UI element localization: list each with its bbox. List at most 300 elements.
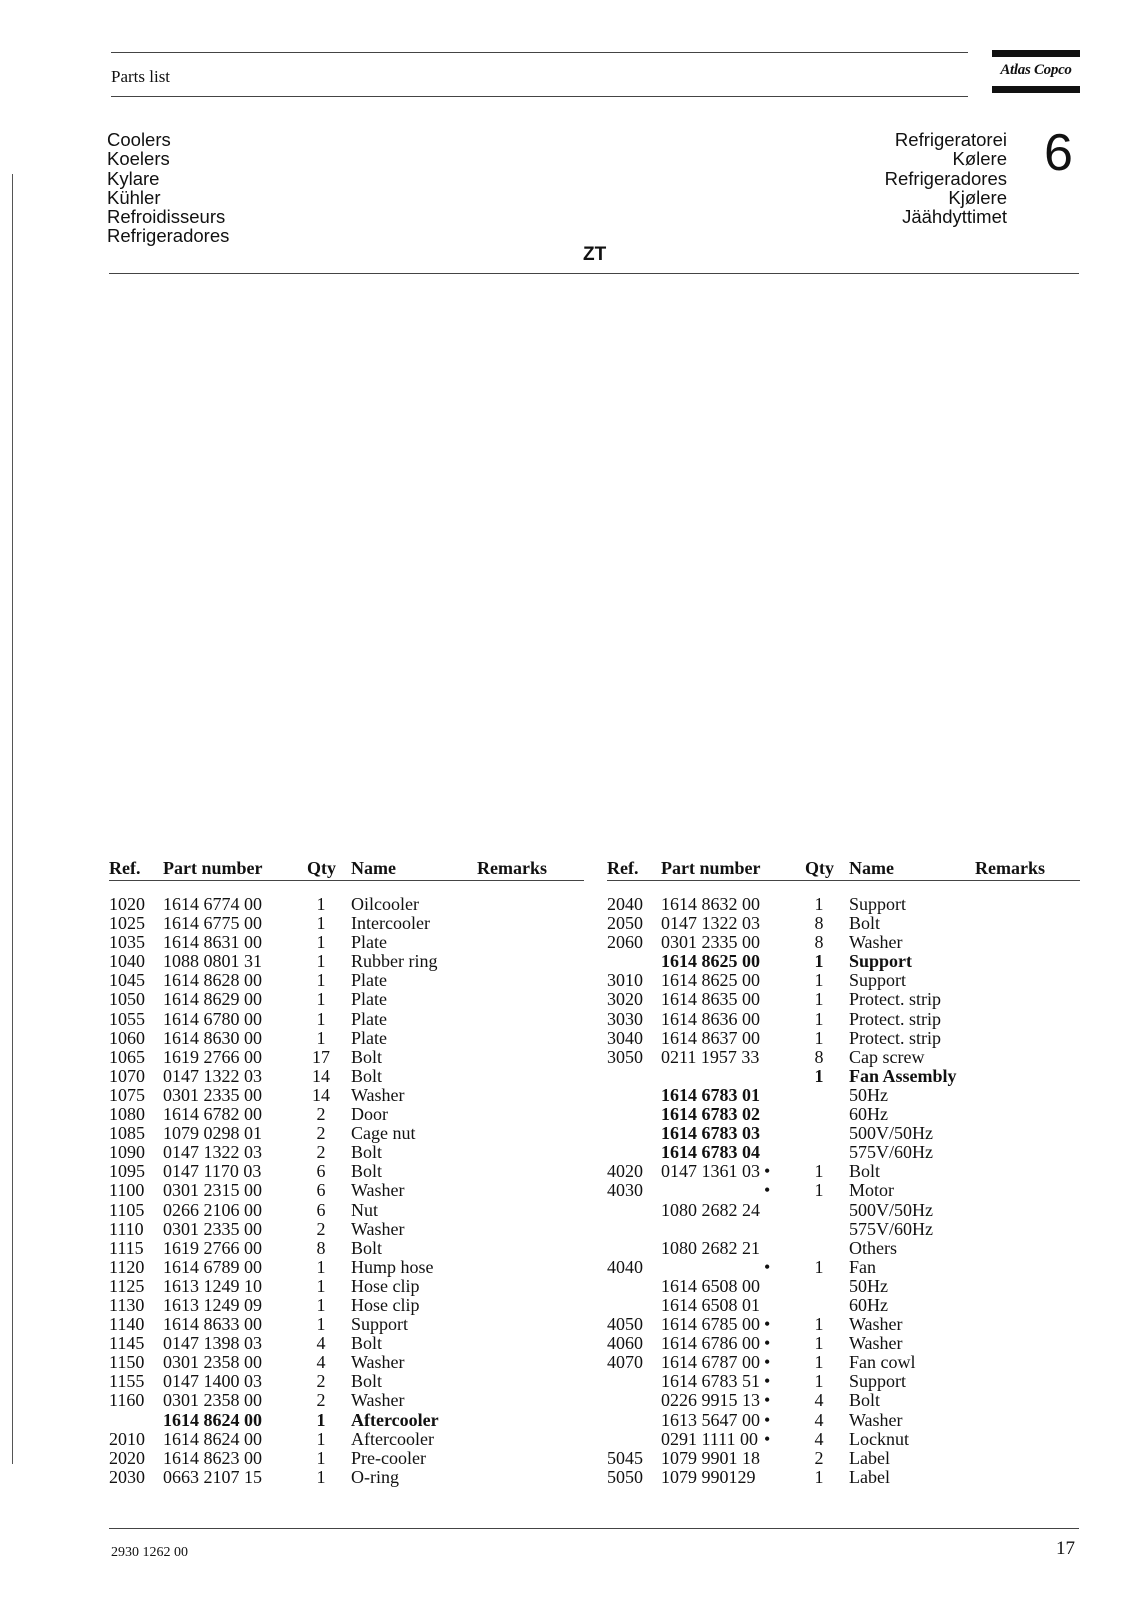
cell-ref: 1090 <box>109 1142 145 1163</box>
cell-ref: 1145 <box>109 1333 145 1354</box>
table-row <box>607 1430 1080 1449</box>
cell-name: Cap screw <box>849 1046 925 1067</box>
header-top-rule <box>111 52 968 53</box>
section-number: 6 <box>1044 124 1073 182</box>
table-row <box>607 1181 1080 1200</box>
cell-part-number: 1613 1249 10 <box>163 1275 262 1296</box>
table-row <box>607 990 1080 1009</box>
margin-line <box>12 174 13 1464</box>
cell-ref: 1110 <box>109 1218 144 1239</box>
cell-name: Bolt <box>351 1371 383 1392</box>
cell-part-number: 1614 8625 00 <box>661 970 760 991</box>
table-row <box>607 1220 1080 1239</box>
cell-marker: • <box>764 1352 771 1373</box>
table-body <box>607 895 1080 1487</box>
title-line: Koelers <box>107 148 170 170</box>
cell-marker: • <box>764 1256 771 1277</box>
cell-ref: 2040 <box>607 894 643 914</box>
cell-name: Motor <box>849 1180 894 1201</box>
cell-ref: 4070 <box>607 1352 643 1373</box>
cell-qty: 1 <box>814 1352 824 1373</box>
cell-ref: 3020 <box>607 989 643 1010</box>
cell-name: Plate <box>351 970 387 991</box>
cell-qty: 1 <box>814 1008 824 1029</box>
cell-part-number: 1614 8623 00 <box>163 1447 262 1468</box>
cell-name: 500V/50Hz <box>849 1199 933 1220</box>
cell-ref: 1080 <box>109 1104 145 1125</box>
parts-table-right <box>607 858 1080 1487</box>
cell-qty: 1 <box>316 1447 326 1468</box>
table-row <box>607 1372 1080 1391</box>
table-row <box>607 1449 1080 1468</box>
cell-part-number: 1614 8629 00 <box>163 989 262 1010</box>
cell-name: Bolt <box>351 1161 383 1182</box>
cell-qty: 4 <box>814 1409 824 1430</box>
cell-name: Washer <box>849 1314 903 1335</box>
model-label: ZT <box>583 244 607 265</box>
cell-part-number: 1614 6508 01 <box>661 1294 760 1315</box>
cell-part-number: 1079 0298 01 <box>163 1123 262 1144</box>
cell-name: Cage nut <box>351 1123 416 1144</box>
table-row <box>109 1105 584 1124</box>
cell-part-number: 1614 6508 00 <box>661 1275 760 1296</box>
cell-name: 60Hz <box>849 1104 888 1125</box>
table-row <box>607 1468 1080 1487</box>
cell-qty: 1 <box>316 1409 326 1430</box>
cell-ref: 1085 <box>109 1123 145 1144</box>
cell-qty: 1 <box>316 913 326 934</box>
cell-ref: 1040 <box>109 951 145 972</box>
cell-qty: 1 <box>814 1256 824 1277</box>
table-row <box>109 971 584 990</box>
cell-ref: 5050 <box>607 1466 643 1487</box>
table-row <box>109 895 584 914</box>
table-row <box>607 1334 1080 1353</box>
cell-qty: 1 <box>316 1027 326 1048</box>
table-row <box>607 1277 1080 1296</box>
cell-qty: 1 <box>814 1180 824 1201</box>
table-row <box>607 1411 1080 1430</box>
header-part-number: Part number <box>163 858 263 878</box>
cell-qty: 1 <box>316 1294 326 1315</box>
cell-name: Washer <box>351 1218 405 1239</box>
cell-ref: 1100 <box>109 1180 145 1201</box>
cell-qty: 6 <box>316 1199 326 1220</box>
cell-qty: 1 <box>316 1314 326 1335</box>
cell-part-number: 0291 1111 00 <box>661 1428 758 1449</box>
parts-table-left <box>109 858 584 1487</box>
cell-part-number: 1614 8637 00 <box>661 1027 760 1048</box>
cell-name: Aftercooler <box>351 1428 434 1449</box>
cell-part-number: 0301 2335 00 <box>163 1218 262 1239</box>
cell-name: 50Hz <box>849 1084 888 1105</box>
cell-qty: 2 <box>316 1390 326 1411</box>
cell-qty: 8 <box>316 1237 326 1258</box>
cell-qty: 1 <box>316 951 326 972</box>
cell-qty: 1 <box>316 989 326 1010</box>
cell-qty: 6 <box>316 1161 326 1182</box>
cell-name: Label <box>849 1447 890 1468</box>
table-row <box>607 1010 1080 1029</box>
table-row <box>607 1162 1080 1181</box>
cell-qty: 2 <box>316 1123 326 1144</box>
cell-qty: 1 <box>316 1466 326 1487</box>
cell-part-number: 1614 6783 51 <box>661 1371 760 1392</box>
cell-name: Bolt <box>351 1046 383 1067</box>
table-row <box>109 952 584 971</box>
table-row <box>109 1124 584 1143</box>
cell-part-number: 1614 6783 04 <box>661 1142 760 1163</box>
cell-part-number: 0211 1957 33 <box>661 1046 760 1067</box>
header-qty: Qty <box>307 858 336 878</box>
cell-name: Pre-cooler <box>351 1447 426 1468</box>
cell-name: Bolt <box>351 1333 383 1354</box>
cell-part-number: 1614 6780 00 <box>163 1008 262 1029</box>
footer-rule <box>109 1528 1079 1529</box>
cell-qty: 1 <box>814 989 824 1010</box>
cell-part-number: 0147 1361 03 <box>661 1161 760 1182</box>
cell-ref: 1060 <box>109 1027 145 1048</box>
cell-name: Plate <box>351 1008 387 1029</box>
cell-marker: • <box>764 1161 771 1182</box>
table-row <box>109 1296 584 1315</box>
cell-part-number: 1614 6774 00 <box>163 894 262 914</box>
header-name: Name <box>849 858 894 878</box>
cell-name: Hose clip <box>351 1294 420 1315</box>
title-line: Coolers <box>107 129 171 150</box>
title-line: Refroidisseurs <box>107 206 226 228</box>
table-row <box>607 1315 1080 1334</box>
table-row <box>607 952 1080 971</box>
table-row <box>607 895 1080 914</box>
cell-ref: 2010 <box>109 1428 145 1449</box>
cell-qty: 4 <box>814 1428 824 1449</box>
table-body <box>109 895 584 1487</box>
table-row <box>109 990 584 1009</box>
table-row <box>607 1143 1080 1162</box>
title-line: Refrigeradores <box>884 167 1007 189</box>
header-name: Name <box>351 858 396 878</box>
cell-part-number: 1614 8625 00 <box>661 951 760 972</box>
cell-qty: 14 <box>312 1065 330 1086</box>
brand-wordmark: Atlas Copco <box>1000 62 1072 78</box>
title-line: Refrigeradores <box>107 225 230 247</box>
table-row <box>109 1258 584 1277</box>
table-row <box>607 1258 1080 1277</box>
cell-name: Plate <box>351 989 387 1010</box>
table-row <box>607 1353 1080 1372</box>
cell-part-number: 1614 6782 00 <box>163 1104 262 1125</box>
cell-name: Plate <box>351 1027 387 1048</box>
cell-name: Others <box>849 1237 897 1258</box>
header-remarks: Remarks <box>975 858 1045 878</box>
cell-name: Oilcooler <box>351 894 419 914</box>
cell-marker: • <box>764 1180 771 1201</box>
table-row <box>607 971 1080 990</box>
cell-ref: 1160 <box>109 1390 145 1411</box>
cell-qty: 8 <box>814 913 824 934</box>
cell-name: Support <box>849 970 907 991</box>
cell-part-number: 1614 8635 00 <box>661 989 760 1010</box>
table-row <box>109 1411 584 1430</box>
cell-ref: 1130 <box>109 1294 145 1315</box>
cell-part-number: 1079 9901 18 <box>661 1447 760 1468</box>
table-row <box>607 933 1080 952</box>
table-row <box>109 1391 584 1410</box>
cell-name: Washer <box>351 1390 405 1411</box>
table-row <box>607 1296 1080 1315</box>
cell-qty: 1 <box>814 1027 824 1048</box>
cell-ref: 1020 <box>109 894 145 914</box>
cell-part-number: 1080 2682 24 <box>661 1199 760 1220</box>
cell-ref: 1105 <box>109 1199 145 1220</box>
table-row <box>109 1010 584 1029</box>
cell-ref: 1045 <box>109 970 145 991</box>
cell-name: Protect. strip <box>849 989 941 1010</box>
cell-part-number: 1614 8633 00 <box>163 1314 262 1335</box>
cell-part-number: 1619 2766 00 <box>163 1046 262 1067</box>
cell-ref: 3040 <box>607 1027 643 1048</box>
table-row <box>607 1391 1080 1410</box>
cell-part-number: 1079 990129 <box>661 1466 756 1487</box>
cell-name: Washer <box>351 1084 405 1105</box>
document-number: 2930 1262 00 <box>111 1545 188 1560</box>
table-row <box>607 914 1080 933</box>
cell-part-number: 0147 1322 03 <box>163 1142 262 1163</box>
cell-qty: 1 <box>814 894 824 914</box>
cell-qty: 1 <box>814 1161 824 1182</box>
title-rule <box>109 273 1079 274</box>
cell-ref: 1095 <box>109 1161 145 1182</box>
cell-qty: 1 <box>316 932 326 953</box>
cell-qty: 1 <box>814 951 824 972</box>
cell-ref: 1155 <box>109 1371 145 1392</box>
cell-name: Hose clip <box>351 1275 420 1296</box>
cell-ref: 1150 <box>109 1352 145 1373</box>
header-title: Parts list <box>111 67 171 86</box>
titles-left <box>107 130 229 246</box>
table-row <box>109 1201 584 1220</box>
table-row <box>109 933 584 952</box>
cell-name: Fan cowl <box>849 1352 916 1373</box>
cell-part-number: 1619 2766 00 <box>163 1237 262 1258</box>
cell-name: Protect. strip <box>849 1027 941 1048</box>
cell-part-number: 1613 5647 00 <box>661 1409 760 1430</box>
cell-ref: 2050 <box>607 913 643 934</box>
cell-ref: 3030 <box>607 1008 643 1029</box>
cell-part-number: 1614 6775 00 <box>163 913 262 934</box>
cell-part-number: 0226 9915 13 <box>661 1390 760 1411</box>
cell-ref: 1065 <box>109 1046 145 1067</box>
table-header <box>109 858 584 880</box>
cell-ref: 2020 <box>109 1447 145 1468</box>
cell-part-number: 0301 2358 00 <box>163 1352 262 1373</box>
cell-qty: 1 <box>814 1314 824 1335</box>
cell-part-number: 0147 1398 03 <box>163 1333 262 1354</box>
title-line: Kølere <box>952 148 1007 170</box>
cell-marker: • <box>764 1314 771 1335</box>
cell-name: Hump hose <box>351 1256 434 1277</box>
cell-part-number: 1080 2682 21 <box>661 1237 760 1258</box>
cell-name: Support <box>849 1371 907 1392</box>
cell-part-number: 0266 2106 00 <box>163 1199 262 1220</box>
cell-part-number: 1614 8630 00 <box>163 1027 262 1048</box>
cell-name: 60Hz <box>849 1294 888 1315</box>
cell-qty: 1 <box>814 970 824 991</box>
table-header-rule <box>607 880 1080 881</box>
cell-marker: • <box>764 1371 771 1392</box>
cell-ref: 1050 <box>109 989 145 1010</box>
table-row <box>109 1029 584 1048</box>
cell-ref: 1035 <box>109 932 145 953</box>
cell-ref: 1125 <box>109 1275 145 1296</box>
table-row <box>109 1143 584 1162</box>
table-row <box>607 1048 1080 1067</box>
cell-marker: • <box>764 1333 771 1354</box>
cell-qty: 2 <box>316 1371 326 1392</box>
cell-ref: 1025 <box>109 913 145 934</box>
cell-name: Washer <box>849 1333 903 1354</box>
cell-qty: 4 <box>814 1390 824 1411</box>
cell-part-number: 0147 1400 03 <box>163 1371 262 1392</box>
cell-name: Intercooler <box>351 913 430 934</box>
cell-name: O-ring <box>351 1466 399 1487</box>
cell-name: Door <box>351 1104 388 1125</box>
cell-name: Washer <box>849 1409 903 1430</box>
cell-qty: 17 <box>312 1046 330 1067</box>
cell-qty: 1 <box>316 894 326 914</box>
table-row <box>109 1181 584 1200</box>
cell-part-number: 0147 1322 03 <box>163 1065 262 1086</box>
cell-ref: 4040 <box>607 1256 643 1277</box>
table-row <box>109 1048 584 1067</box>
cell-ref: 5045 <box>607 1447 643 1468</box>
cell-ref: 3010 <box>607 970 643 991</box>
cell-qty: 2 <box>316 1142 326 1163</box>
cell-qty: 1 <box>316 1275 326 1296</box>
cell-part-number: 1614 8624 00 <box>163 1428 262 1449</box>
header-part-number: Part number <box>661 858 761 878</box>
cell-name: Support <box>849 951 913 972</box>
title-line: Kjølere <box>948 186 1007 208</box>
table-row <box>109 1239 584 1258</box>
cell-qty: 6 <box>316 1180 326 1201</box>
cell-marker: • <box>764 1428 771 1449</box>
cell-name: Washer <box>849 932 903 953</box>
cell-name: Nut <box>351 1199 378 1220</box>
cell-part-number: 1614 8636 00 <box>661 1008 760 1029</box>
table-row <box>109 1372 584 1391</box>
cell-part-number: 1614 6783 02 <box>661 1104 760 1125</box>
cell-name: 575V/60Hz <box>849 1218 933 1239</box>
cell-part-number: 1614 6787 00 <box>661 1352 760 1373</box>
header-ref: Ref. <box>607 858 639 878</box>
cell-name: 500V/50Hz <box>849 1123 933 1144</box>
table-row <box>607 1105 1080 1124</box>
cell-ref: 1075 <box>109 1084 145 1105</box>
header-qty: Qty <box>805 858 834 878</box>
cell-qty: 1 <box>814 1466 824 1487</box>
table-row <box>109 1315 584 1334</box>
cell-ref: 1120 <box>109 1256 145 1277</box>
table-row <box>607 1201 1080 1220</box>
table-row <box>109 1430 584 1449</box>
table-row <box>109 1277 584 1296</box>
cell-part-number: 1614 8631 00 <box>163 932 262 953</box>
cell-qty: 14 <box>312 1084 330 1105</box>
cell-part-number: 1614 8628 00 <box>163 970 262 991</box>
cell-qty: 4 <box>316 1352 326 1373</box>
cell-part-number: 1614 8632 00 <box>661 894 760 914</box>
cell-qty: 8 <box>814 932 824 953</box>
cell-name: Protect. strip <box>849 1008 941 1029</box>
cell-qty: 2 <box>316 1218 326 1239</box>
cell-part-number: 0301 2335 00 <box>163 1084 262 1105</box>
cell-name: Bolt <box>351 1065 383 1086</box>
cell-ref: 4050 <box>607 1314 643 1335</box>
cell-qty: 2 <box>316 1104 326 1125</box>
cell-ref: 1070 <box>109 1065 145 1086</box>
cell-part-number: 0301 2315 00 <box>163 1180 262 1201</box>
cell-name: Plate <box>351 932 387 953</box>
header-remarks: Remarks <box>477 858 547 878</box>
cell-name: Washer <box>351 1180 405 1201</box>
cell-name: Rubber ring <box>351 951 438 972</box>
cell-name: 50Hz <box>849 1275 888 1296</box>
cell-part-number: 1614 6783 03 <box>661 1123 760 1144</box>
table-row <box>109 1220 584 1239</box>
cell-ref: 2060 <box>607 932 643 953</box>
table-row <box>607 1067 1080 1086</box>
table-row <box>109 1162 584 1181</box>
cell-qty: 8 <box>814 1046 824 1067</box>
header-bottom-rule <box>111 96 968 97</box>
cell-name: Bolt <box>351 1142 383 1163</box>
cell-name: Bolt <box>849 1161 881 1182</box>
cell-name: Support <box>849 894 907 914</box>
table-row <box>109 914 584 933</box>
table-header <box>607 858 1080 880</box>
cell-part-number: 1614 6785 00 <box>661 1314 760 1335</box>
cell-part-number: 0301 2335 00 <box>661 932 760 953</box>
cell-name: Locknut <box>849 1428 909 1449</box>
cell-name: Support <box>351 1314 409 1335</box>
cell-part-number: 0663 2107 15 <box>163 1466 262 1487</box>
cell-part-number: 0301 2358 00 <box>163 1390 262 1411</box>
cell-qty: 1 <box>814 1371 824 1392</box>
brand-logo <box>992 50 1080 94</box>
table-row <box>109 1449 584 1468</box>
cell-qty: 1 <box>814 1065 824 1086</box>
cell-ref: 4020 <box>607 1161 643 1182</box>
cell-marker: • <box>764 1390 771 1411</box>
cell-name: Washer <box>351 1352 405 1373</box>
title-line: Kylare <box>107 167 160 189</box>
cell-part-number: 0147 1170 03 <box>163 1161 262 1182</box>
table-row <box>109 1334 584 1353</box>
page-number: 17 <box>1056 1538 1075 1559</box>
cell-name: Bolt <box>351 1237 383 1258</box>
cell-part-number: 1614 6783 01 <box>661 1084 760 1105</box>
cell-name: Bolt <box>849 913 881 934</box>
table-row <box>109 1086 584 1105</box>
cell-ref: 4060 <box>607 1333 643 1354</box>
table-header-rule <box>109 880 584 881</box>
cell-ref: 3050 <box>607 1046 643 1067</box>
cell-name: Label <box>849 1466 890 1487</box>
cell-marker: • <box>764 1409 771 1430</box>
cell-qty: 1 <box>316 970 326 991</box>
